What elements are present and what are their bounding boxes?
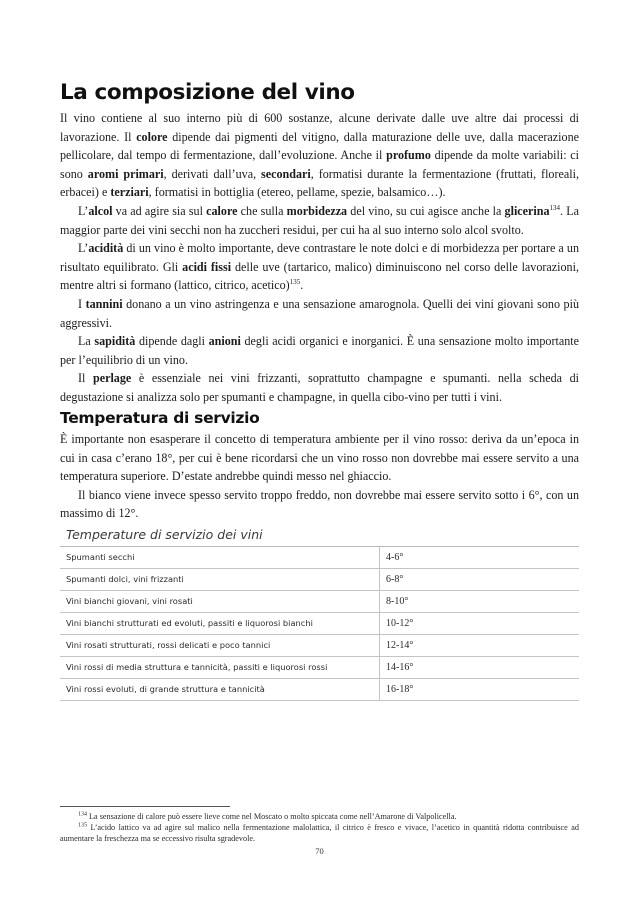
footnote-number: 134 (78, 811, 87, 818)
wine-type-cell: Vini rossi di media struttura e tannicità, passiti e liquorosi rossi (66, 662, 328, 672)
temperature-cell: 6-8° (379, 569, 579, 590)
wine-type-cell: Vini bianchi strutturati ed evoluti, passiti e liquorosi bianchi (66, 618, 313, 628)
table-row (60, 635, 579, 657)
wine-type-cell: Spumanti dolci, vini frizzanti (66, 574, 184, 584)
wine-type-cell: Spumanti secchi (66, 552, 135, 562)
temperature-cell: 4-6° (379, 547, 579, 568)
page-title: La composizione del vino (60, 80, 355, 105)
paragraph-composition: Il vino contiene al suo interno più di 600 sostanze, alcune derivate dalle uve altre dai processi di lavorazione. Il colore dipende dai pigmenti del vitigno, dalla maturazione delle uve, dalla macerazione pellicolare, dal tempo di fermentazione, dall’evoluzione. Anche il profumo dipende da molte variabili: ci sono aromi primari, derivati dall’uva, secondari, formatisi durante la fermentazione (fruttati, floreali, erbacei) e terziari, formatisi in bottiglia (etereo, pellame, spezie, balsamico…). (60, 111, 579, 200)
table-row (60, 657, 579, 679)
footnotes (60, 811, 579, 844)
paragraph-acidity: L’acidità di un vino è molto importante, deve contrastare le note dolci e di morbidezza per portare a un risultato equilibrato. Gli acidi fissi delle uve (tartarico, malico) diminuiscono nel corso delle lavorazioni, mentre altri si formano (lattico, citrico, acetico)$^{135}$. (60, 241, 579, 293)
temperature-cell: 8-10° (379, 591, 579, 612)
table-row (60, 591, 579, 613)
temperature-section (60, 430, 579, 523)
footnote-divider (60, 806, 230, 807)
footnote-135 (60, 822, 579, 844)
intro-section (60, 109, 579, 407)
paragraph-perlage: Il perlage è essenziale nei vini frizzanti, soprattutto champagne e spumanti. nella scheda di degustazione si analizza solo per spumanti e champagne, in quella cibo-vino per tutti i vini. (60, 371, 579, 404)
section-heading-temperature: Temperatura di servizio (60, 409, 260, 427)
wine-type-cell: Vini bianchi giovani, vini rosati (66, 596, 193, 606)
footnote-text: L’acido lattico va ad agire sul malico nella fermentazione malolattica, il citrico è fresco e vivace, l’acetico in quantità ridotta contribuisce ad aumentare la freschezza ma se eccessivo risulta sgradevole. (60, 823, 579, 843)
paragraph-white-temperature: Il bianco viene invece spesso servito troppo freddo, non dovrebbe mai essere servito sotto i 6°, con un massimo di 12°. (60, 487, 579, 521)
serving-temperature-table (60, 546, 579, 701)
footnote-ref-134: 134 (549, 203, 561, 212)
table-caption: Temperature di servizio dei vini (66, 527, 263, 542)
table-row (60, 679, 579, 701)
footnote-ref-135: 135 (289, 278, 301, 287)
footnote-134 (60, 811, 579, 822)
temperature-cell: 12-14° (379, 635, 579, 656)
paragraph-red-temperature: È importante non esasperare il concetto di temperatura ambiente per il vino rosso: deriva da un’epoca in cui in casa c’erano 18°, per cui è bene ricordarsi che un vino rosso non dovrebbe mai essere servito a una temperatura superiore. D’estate andrebbe quindi messo nel ghiaccio. (60, 432, 579, 484)
table-row (60, 547, 579, 569)
paragraph-tannins: I tannini donano a un vino astringenza e una sensazione amarognola. Quelli dei vini giovani sono più aggressivi. (60, 296, 579, 330)
temperature-cell: 10-12° (379, 613, 579, 634)
paragraph-alcohol: L’alcol va ad agire sia sul calore che sulla morbidezza del vino, su cui agisce anche la glicerina$^{134}$. La maggior parte dei vini secchi non ha zuccheri residui, per cui ha al suo interno solo alcol svolto. (60, 203, 580, 237)
temperature-cell: 16-18° (379, 679, 579, 700)
wine-type-cell: Vini rosati strutturati, rossi delicati e poco tannici (66, 640, 271, 650)
page-number: 70 (315, 846, 324, 856)
temperature-cell: 14-16° (379, 657, 579, 678)
footnote-number: 135 (78, 822, 87, 829)
footnote-text: La sensazione di calore può essere lieve come nel Moscato o molto spiccata come nell’Amarone di Valpolicella. (87, 812, 457, 821)
table-row (60, 613, 579, 635)
table-row (60, 569, 579, 591)
wine-type-cell: Vini rossi evoluti, di grande struttura e tannicità (66, 684, 265, 694)
paragraph-sapidity: La sapidità dipende dagli anioni degli acidi organici e inorganici. È una sensazione molto importante per l’equilibrio di un vino. (60, 334, 580, 367)
